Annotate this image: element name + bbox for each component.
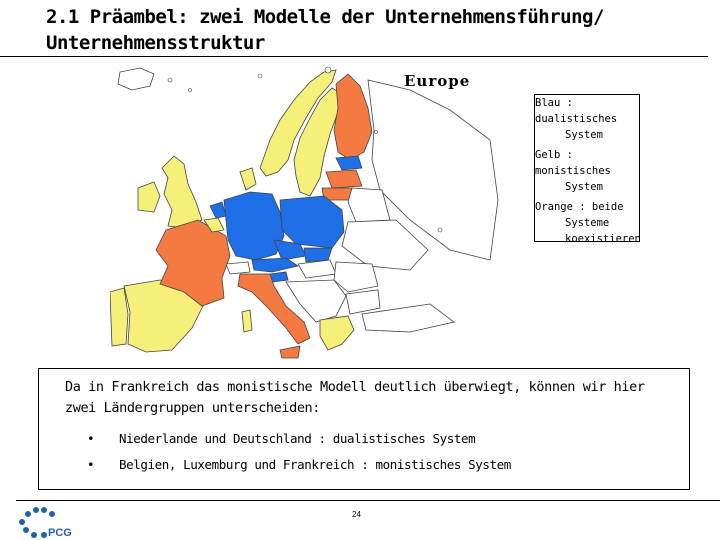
legend-item-gelb <box>535 147 639 195</box>
legend-separator: : <box>560 97 573 109</box>
legend-text-continued: koexistieren <box>565 233 641 245</box>
legend-text: beide <box>591 201 624 213</box>
map-romania <box>334 262 378 292</box>
map-uk <box>162 156 202 228</box>
map-slovenia <box>270 272 288 282</box>
bullet-glyph: • <box>87 457 95 472</box>
map-denmark <box>240 168 256 190</box>
title-divider <box>0 56 708 57</box>
slide-title-line-2: Unternehmensstruktur <box>46 32 265 54</box>
legend-key: Gelb <box>535 149 561 161</box>
legend-text: monistisches <box>535 165 611 177</box>
map-germany <box>224 192 284 260</box>
legend-separator: : <box>572 201 592 213</box>
bullet-text: Belgien, Luxemburg und Frankreich : monistisches System <box>119 457 511 472</box>
europe-map <box>110 60 500 360</box>
legend-separator: : <box>560 149 573 161</box>
page-number: 24 <box>352 510 361 519</box>
logo-text: PCG <box>48 527 72 539</box>
map-legend <box>534 94 641 245</box>
map-latvia <box>326 170 362 188</box>
map-switzerland <box>226 262 250 274</box>
explanation-intro: Da in Frankreich das monistische Modell deutlich überwiegt, können wir hier zwei Ländergruppen unterscheiden: <box>65 379 645 416</box>
footer-divider <box>16 500 720 501</box>
map-title: Europe <box>404 72 471 90</box>
bullet-glyph: • <box>87 431 95 446</box>
bullet-text: Niederlande und Deutschland : dualistisches System <box>119 431 476 446</box>
legend-item-blau <box>535 95 639 143</box>
slide-title <box>46 4 666 56</box>
map-estonia <box>336 156 362 170</box>
legend-text-continued: System <box>565 181 603 193</box>
legend-item-orange <box>535 199 639 247</box>
legend-text-continued: Systeme <box>565 217 610 229</box>
map-finland <box>334 74 372 160</box>
explanation-box <box>38 368 690 490</box>
map-hungary <box>298 260 336 278</box>
pcg-logo <box>14 504 84 540</box>
legend-key: Orange <box>535 201 573 213</box>
map-ireland <box>138 182 160 212</box>
map-sardinia <box>242 310 252 332</box>
legend-text-continued: System <box>565 129 603 141</box>
map-greece <box>320 316 354 350</box>
map-austria <box>252 258 298 272</box>
map-poland <box>280 196 344 248</box>
map-sicily <box>280 346 300 358</box>
map-netherlands <box>210 202 226 218</box>
legend-key: Blau <box>535 97 561 109</box>
legend-text: dualistisches <box>535 113 618 125</box>
map-bulgaria <box>346 290 380 314</box>
map-iceland <box>118 68 154 90</box>
map-ukraine <box>342 220 428 270</box>
map-portugal <box>110 288 128 346</box>
slide-title-line-1: 2.1 Präambel: zwei Modelle der Unternehmensführung/ <box>46 6 604 28</box>
